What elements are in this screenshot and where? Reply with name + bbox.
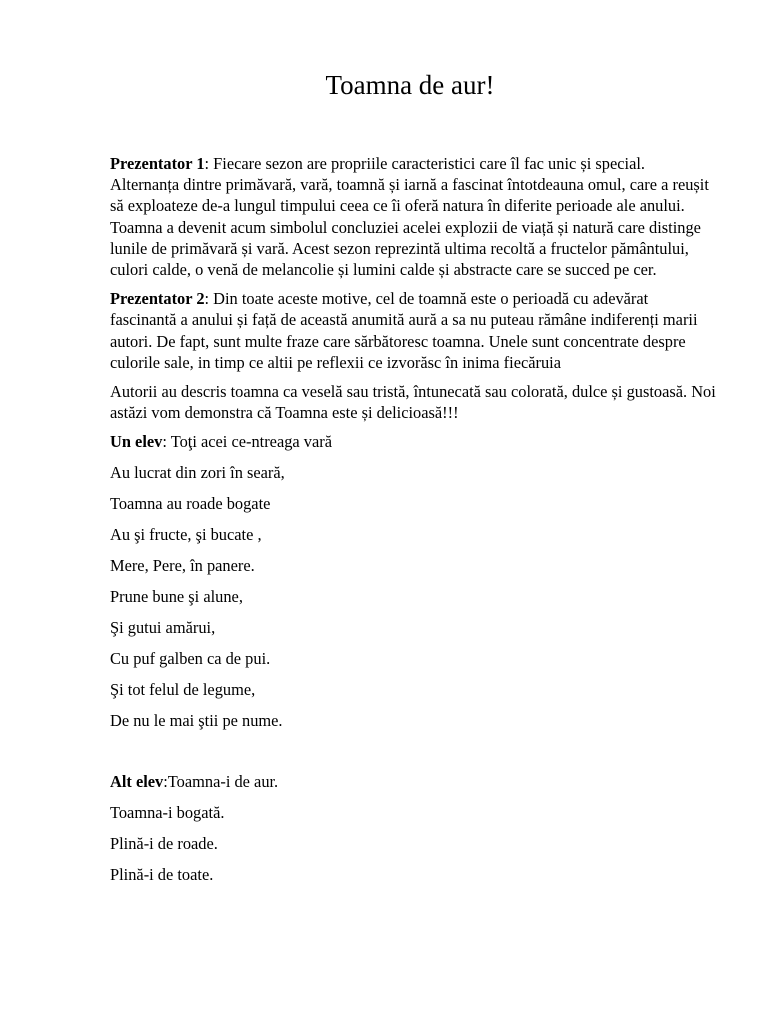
poem-line [110, 431, 716, 452]
poem-line: Toamna-i bogată. [110, 803, 225, 823]
poem-line: Toamna au roade bogate [110, 494, 271, 514]
poem-line: Mere, Pere, în panere. [110, 556, 255, 576]
paragraph-text: : Din toate aceste motive, cel de toamnă este o perioadă cu adevărat fascinantă a anului și față de această anumită aură a sa nu puteau rămâne indiferenți marii autori. De fapt, sunt multe fraze care sărbătoresc toamna. Unele sunt concentrate despre culorile sale, in timp ce altii pe reflexii ce izvorăsc în inima fiecăruia [110, 289, 698, 372]
paragraph-autorii: Autorii au descris toamna ca veselă sau tristă, întunecată sau colorată, dulce și gustoasă. Noi astăzi vom demonstra că Toamna este și delicioasă!!! [110, 382, 716, 423]
poem-line: De nu le mai ştii pe nume. [110, 711, 283, 731]
paragraph-text: : Fiecare sezon are propriile caracteristici care îl fac unic și special. Alternanța dintre primăvară, vară, toamnă și iarnă a fascinat întotdeauna omul, care a reușit să exploateze de-a lungul timpului ceea ce îi oferă natura în diferite perioade ale anului. Toamna a devenit acum simbolul concluziei acelei explozii de viață și natură care distinge lunile de primăvară și vară. Acest sezon reprezintă ultima recoltă a fructelor pământului, culori calde, o venă de melancolie și lumini calde și abstracte care se succed pe cer. [110, 154, 709, 280]
speaker-label: Prezentator 1 [110, 154, 205, 173]
poem-line: Plină-i de roade. [110, 834, 218, 854]
poem-line: Plină-i de toate. [110, 865, 214, 885]
poem-line: Şi gutui amărui, [110, 618, 216, 638]
document-title: Toamna de aur! [325, 70, 495, 100]
poem-line: Şi tot felul de legume, [110, 680, 256, 700]
document-body [110, 153, 716, 895]
speaker-label: Alt elev [110, 772, 164, 792]
speaker-label: Un elev [110, 432, 163, 452]
poem-line [110, 771, 716, 792]
poem-line: Prune bune şi alune, [110, 587, 243, 607]
speaker-label: Prezentator 2 [110, 289, 205, 309]
poem-line-text: :Toamna-i de aur. [163, 772, 279, 792]
paragraph-prezentator-2 [110, 288, 716, 373]
paragraph-prezentator-1 [110, 153, 716, 280]
poem-line: Au şi fructe, şi bucate , [110, 525, 262, 545]
poem-line: Au lucrat din zori în seară, [110, 463, 285, 483]
poem-line-text: : Toţi acei ce-ntreaga vară [162, 432, 332, 452]
blank-line [110, 741, 716, 771]
poem-line: Cu puf galben ca de pui. [110, 649, 271, 669]
